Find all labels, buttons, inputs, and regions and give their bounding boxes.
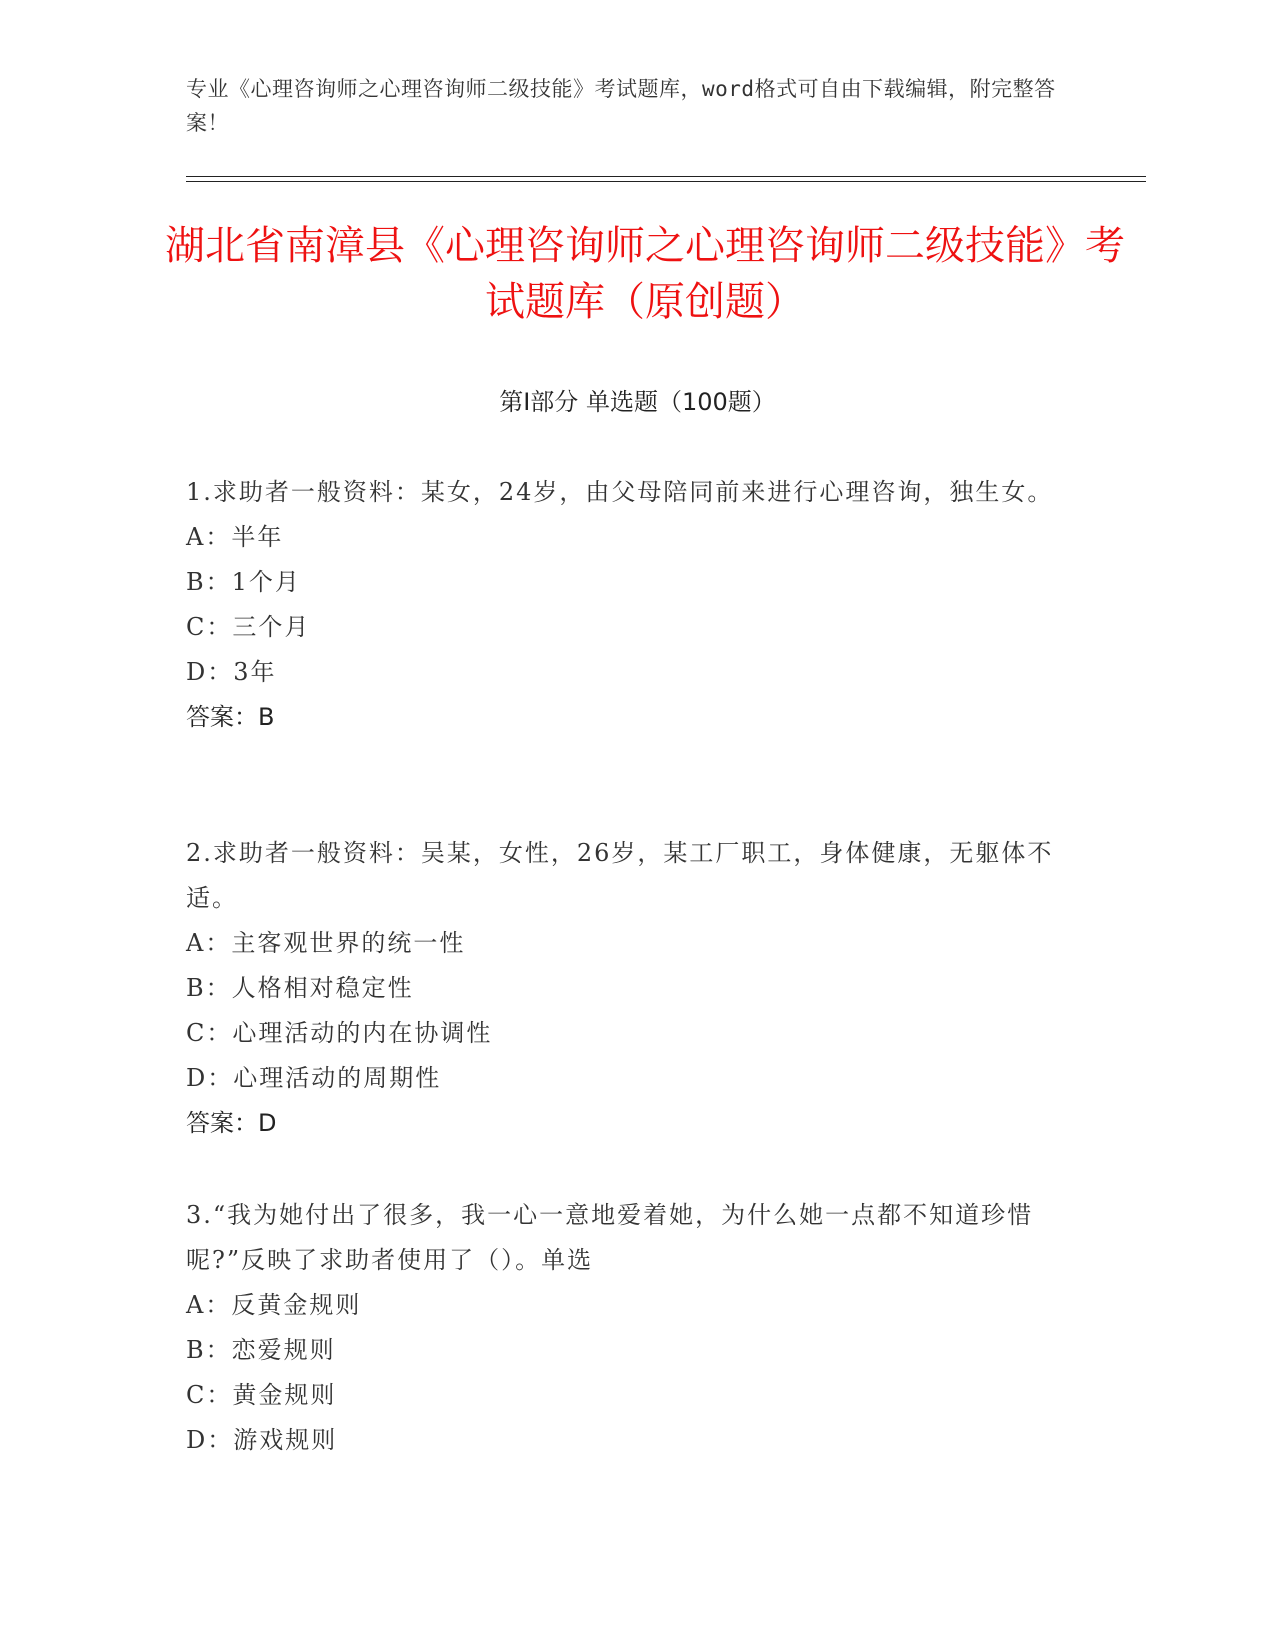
option-d: D：游戏规则 xyxy=(186,1426,338,1454)
option-d: D：心理活动的周期性 xyxy=(186,1064,442,1092)
option-b: B：人格相对稳定性 xyxy=(186,974,414,1002)
option-c: C：心理活动的内在协调性 xyxy=(186,1019,493,1047)
option-d: D：3年 xyxy=(186,658,277,686)
header-note: 专业《心理咨询师之心理咨询师二级技能》考试题库，word格式可自由下载编辑，附完整答案！ xyxy=(186,77,1056,135)
question-stem: 3.“我为她付出了很多，我一心一意地爱着她，为什么她一点都不知道珍惜呢?”反映了求助者使用了（）。单选 xyxy=(186,1201,1034,1274)
question-3 xyxy=(186,1193,1066,1463)
answer: 答案：B xyxy=(186,703,275,731)
option-c: C：黄金规则 xyxy=(186,1381,337,1409)
option-a: A：主客观世界的统一性 xyxy=(186,929,466,957)
document-title: 湖北省南漳县《心理咨询师之心理咨询师二级技能》考试题库（原创题） xyxy=(165,223,1125,325)
question-2 xyxy=(186,831,1066,1146)
question-stem: 1.求助者一般资料：某女，24岁，由父母陪同前来进行心理咨询，独生女。 xyxy=(186,478,1054,506)
option-a: A：反黄金规则 xyxy=(186,1291,362,1319)
header-divider-top xyxy=(186,176,1146,177)
option-c: C：三个月 xyxy=(186,613,311,641)
question-stem: 2.求助者一般资料：吴某，女性，26岁，某工厂职工，身体健康，无躯体不适。 xyxy=(186,839,1054,912)
option-a: A：半年 xyxy=(186,523,284,551)
answer: 答案：D xyxy=(186,1109,277,1137)
header-divider-bottom xyxy=(186,181,1146,182)
section-heading: 第Ⅰ部分 单选题（100题） xyxy=(499,388,776,416)
option-b: B：1个月 xyxy=(186,568,301,596)
question-1 xyxy=(186,470,1066,740)
option-b: B：恋爱规则 xyxy=(186,1336,336,1364)
